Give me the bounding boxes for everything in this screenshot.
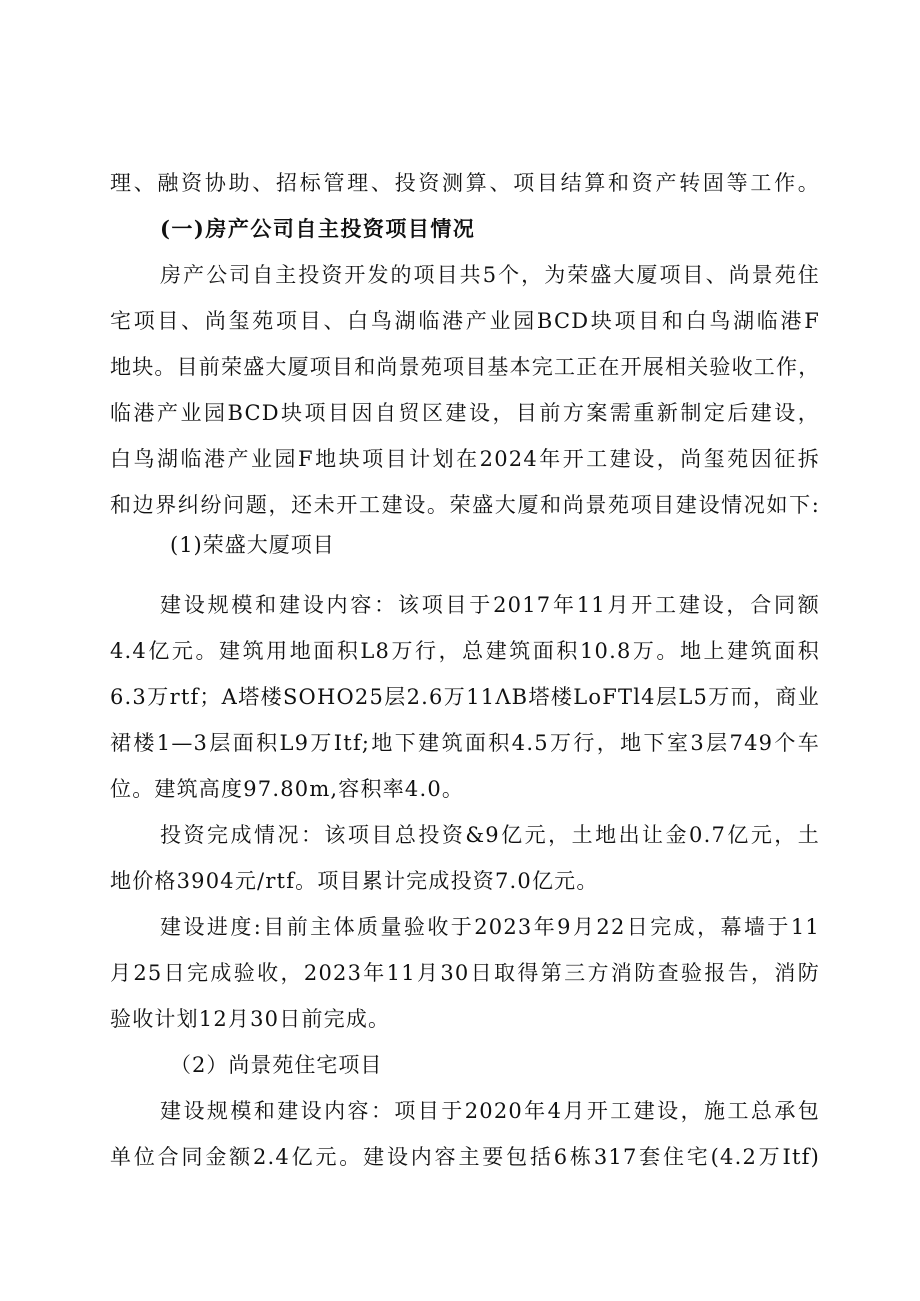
paragraph-line: 白鸟湖临港产业园F地块项目计划在2024年开工建设，尚玺苑因征拆	[110, 447, 820, 471]
paragraph-line: 月25日完成验收，2023年11月30日取得第三方消防查验报告，消防	[110, 961, 820, 985]
paragraph-line: 验收计划12月30日前完成。	[110, 1007, 391, 1031]
paragraph-line: 临港产业园BCD块项目因自贸区建设，目前方案需重新制定后建设，	[110, 401, 820, 425]
subsection-heading: （2）尚景苑住宅项目	[170, 1053, 383, 1077]
paragraph-line: 建设规模和建设内容：项目于2020年4月开工建设，施工总承包	[160, 1099, 820, 1123]
paragraph-line: 裙楼1—3层面积L9万Itf;地下建筑面积4.5万行，地下室3层749个车	[110, 731, 820, 755]
paragraph-line: 6.3万rtf；A塔楼SOHO25层2.6万11ΛB塔楼LoFTl4层L5万而，商业	[110, 685, 820, 709]
section-heading: (一)房产公司自主投资项目情况	[160, 216, 476, 241]
paragraph-line: 单位合同金额2.4亿元。建设内容主要包括6栋317套住宅(4.2万Itf)	[110, 1145, 820, 1169]
subsection-heading: (1)荣盛大厦项目	[170, 533, 335, 557]
paragraph-line: 位。建筑高度97.80m,容积率4.0。	[110, 777, 465, 801]
paragraph-line: 投资完成情况：该项目总投资&9亿元，土地出让金0.7亿元，土	[160, 823, 820, 847]
paragraph-line: 建设规模和建设内容：该项目于2017年11月开工建设，合同额	[160, 593, 820, 617]
paragraph-line: 地块。目前荣盛大厦项目和尚景苑项目基本完工正在开展相关验收工作，	[110, 355, 820, 379]
paragraph-line: 地价格3904元/rtf。项目累计完成投资7.0亿元。	[110, 869, 599, 893]
paragraph-line: 宅项目、尚玺苑项目、白鸟湖临港产业园BCD块项目和白鸟湖临港F	[110, 309, 820, 333]
paragraph-line: 建设进度:目前主体质量验收于2023年9月22日完成，幕墙于11	[160, 915, 820, 939]
paragraph-line: 4.4亿元。建筑用地面积L8万行，总建筑面积10.8万。地上建筑面积	[110, 639, 820, 663]
paragraph-line: 和边界纠纷问题，还未开工建设。荣盛大厦和尚景苑项目建设情况如下:	[110, 493, 820, 517]
paragraph-line: 理、融资协助、招标管理、投资测算、项目结算和资产转固等工作。	[110, 171, 820, 195]
paragraph-line: 房产公司自主投资开发的项目共5个，为荣盛大厦项目、尚景苑住	[160, 263, 820, 287]
